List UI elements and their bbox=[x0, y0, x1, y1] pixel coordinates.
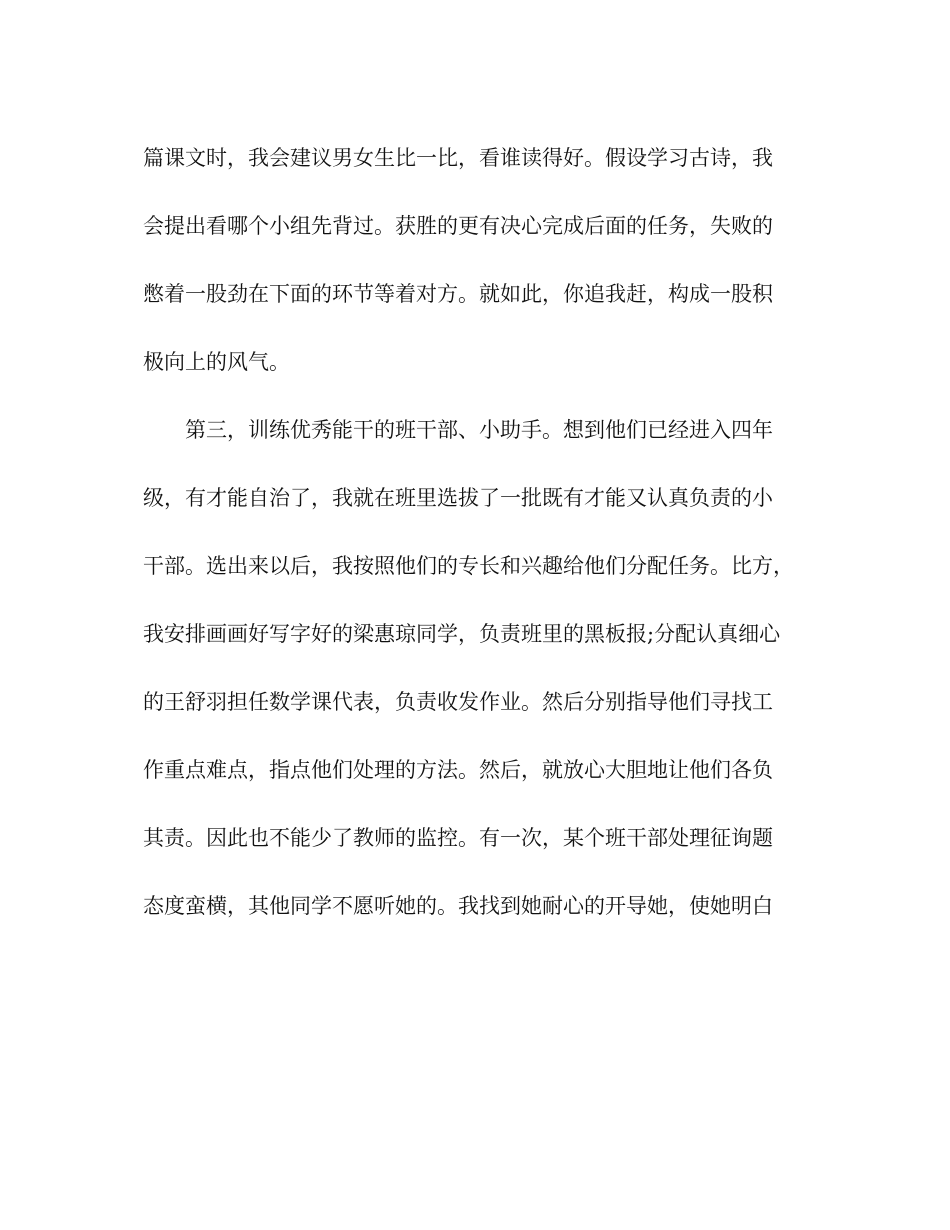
text-line-12: 态度蛮横，其他同学不愿听她的。我找到她耐心的开导她，使她明白 bbox=[143, 894, 773, 918]
text-line-2: 会提出看哪个小组先背过。获胜的更有决心完成后面的任务，失败的 bbox=[143, 214, 773, 238]
text-line-6: 级，有才能自治了，我就在班里选拔了一批既有才能又认真负责的小 bbox=[143, 486, 773, 510]
text-line-11: 其责。因此也不能少了教师的监控。有一次，某个班干部处理征询题 bbox=[143, 826, 773, 850]
body-text bbox=[143, 136, 823, 952]
text-line-3: 憋着一股劲在下面的环节等着对方。就如此，你追我赶，构成一股积 bbox=[143, 282, 773, 306]
text-line-8: 我安排画画好写字好的梁惠琼同学，负责班里的黑板报;分配认真细心 bbox=[143, 622, 781, 646]
text-line-10: 作重点难点，指点他们处理的方法。然后，就放心大胆地让他们各负 bbox=[143, 758, 773, 782]
text-line-7: 干部。选出来以后，我按照他们的专长和兴趣给他们分配任务。比方， bbox=[143, 554, 794, 578]
text-line-9: 的王舒羽担任数学课代表，负责收发作业。然后分别指导他们寻找工 bbox=[143, 690, 773, 714]
text-line-5: 第三，训练优秀能干的班干部、小助手。想到他们已经进入四年 bbox=[185, 418, 773, 442]
text-line-4: 极向上的风气。 bbox=[143, 350, 290, 374]
text-line-1: 篇课文时，我会建议男女生比一比，看谁读得好。假设学习古诗，我 bbox=[143, 146, 773, 170]
